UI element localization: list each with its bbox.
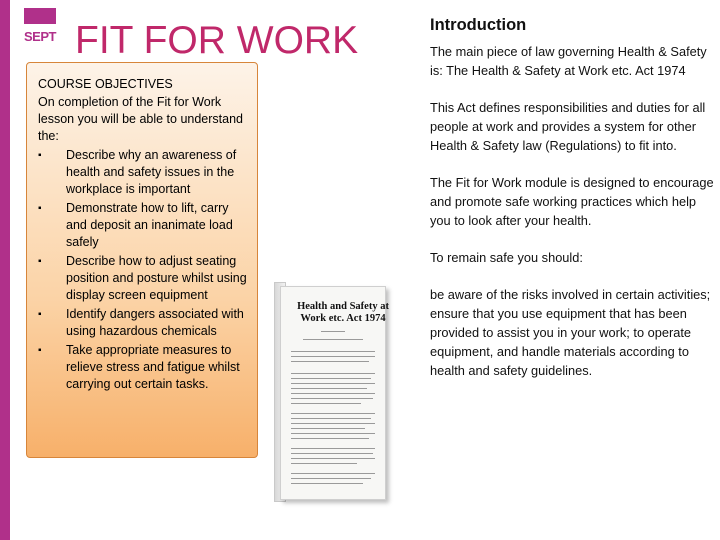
intro-paragraph: To remain safe you should:	[430, 250, 583, 265]
objective-item	[38, 253, 248, 304]
booklet-text-line	[291, 438, 369, 439]
bullet-icon: ▪	[38, 256, 42, 267]
booklet-text-line	[291, 433, 375, 434]
booklet-text-line	[291, 398, 373, 399]
booklet-text-line	[291, 361, 369, 362]
objective-text: Describe how to adjust seating position and posture whilst using display screen equipment	[66, 254, 247, 302]
accent-strip	[0, 0, 10, 540]
bullet-icon: ▪	[38, 203, 42, 214]
objective-item	[38, 342, 248, 393]
booklet-text-line	[291, 373, 375, 374]
booklet-text-line	[291, 448, 375, 449]
objective-item	[38, 200, 248, 251]
objective-text: Demonstrate how to lift, carry and deposit an inanimate load safely	[66, 201, 233, 249]
booklet-text-line	[291, 453, 373, 454]
booklet-text-line	[291, 483, 363, 484]
booklet-text-line	[291, 418, 371, 419]
intro-paragraph: be aware of the risks involved in certain activities; ensure that you use equipment that has been provided to assist you in your work; to operate equipment, and handle materials according to health and safety guidelines.	[430, 287, 711, 378]
objectives-heading: COURSE OBJECTIVES	[38, 77, 173, 91]
sept-logo	[24, 8, 56, 48]
objective-text: Take appropriate measures to relieve stress and fatigue whilst carrying out certain tasks.	[66, 343, 240, 391]
objective-text: Identify dangers associated with using hazardous chemicals	[66, 307, 244, 338]
logo-mark	[24, 8, 56, 24]
booklet-text-line	[291, 403, 361, 404]
booklet-title: Health and Safety at Work etc. Act 1974	[297, 301, 389, 324]
bullet-icon: ▪	[38, 309, 42, 320]
objectives-list	[38, 147, 248, 395]
booklet-text-line	[291, 356, 375, 357]
booklet-text-line	[291, 478, 371, 479]
booklet-text-line	[291, 388, 367, 389]
intro-paragraph: This Act defines responsibilities and duties for all people at work and provides a system for other Health & Safety law (Regulations) to fit into.	[430, 100, 706, 153]
booklet-text-line	[291, 351, 375, 352]
booklet-text-line	[291, 413, 375, 414]
booklet-text-line	[291, 423, 375, 424]
booklet-text-line	[291, 378, 371, 379]
bullet-icon: ▪	[38, 150, 42, 161]
intro-paragraph: The main piece of law governing Health & Safety is: The Health & Safety at Work etc. Act 1974	[430, 44, 707, 78]
booklet-text-line	[291, 463, 357, 464]
act-booklet-image	[270, 278, 390, 508]
booklet-cover	[280, 286, 389, 500]
booklet-text-line	[291, 458, 375, 459]
booklet-text-line	[321, 331, 345, 332]
booklet-text-line	[291, 393, 375, 394]
objective-item	[38, 147, 248, 198]
booklet-text-line	[303, 339, 363, 340]
bullet-icon: ▪	[38, 345, 42, 356]
introduction-heading: Introduction	[430, 16, 527, 34]
introduction-section	[430, 14, 714, 380]
booklet-text-line	[291, 473, 375, 474]
page-title: FIT FOR WORK	[75, 19, 359, 62]
objective-item	[38, 306, 248, 340]
booklet-text-line	[291, 428, 365, 429]
logo-text: SEPT	[24, 29, 56, 44]
intro-paragraph: The Fit for Work module is designed to encourage and promote safe working practices which help you to look after your health.	[430, 175, 714, 228]
booklet-text-line	[291, 383, 375, 384]
objective-text: Describe why an awareness of health and safety issues in the workplace is important	[66, 148, 237, 196]
objectives-intro: On completion of the Fit for Work lesson you will be able to understand the:	[38, 95, 243, 143]
